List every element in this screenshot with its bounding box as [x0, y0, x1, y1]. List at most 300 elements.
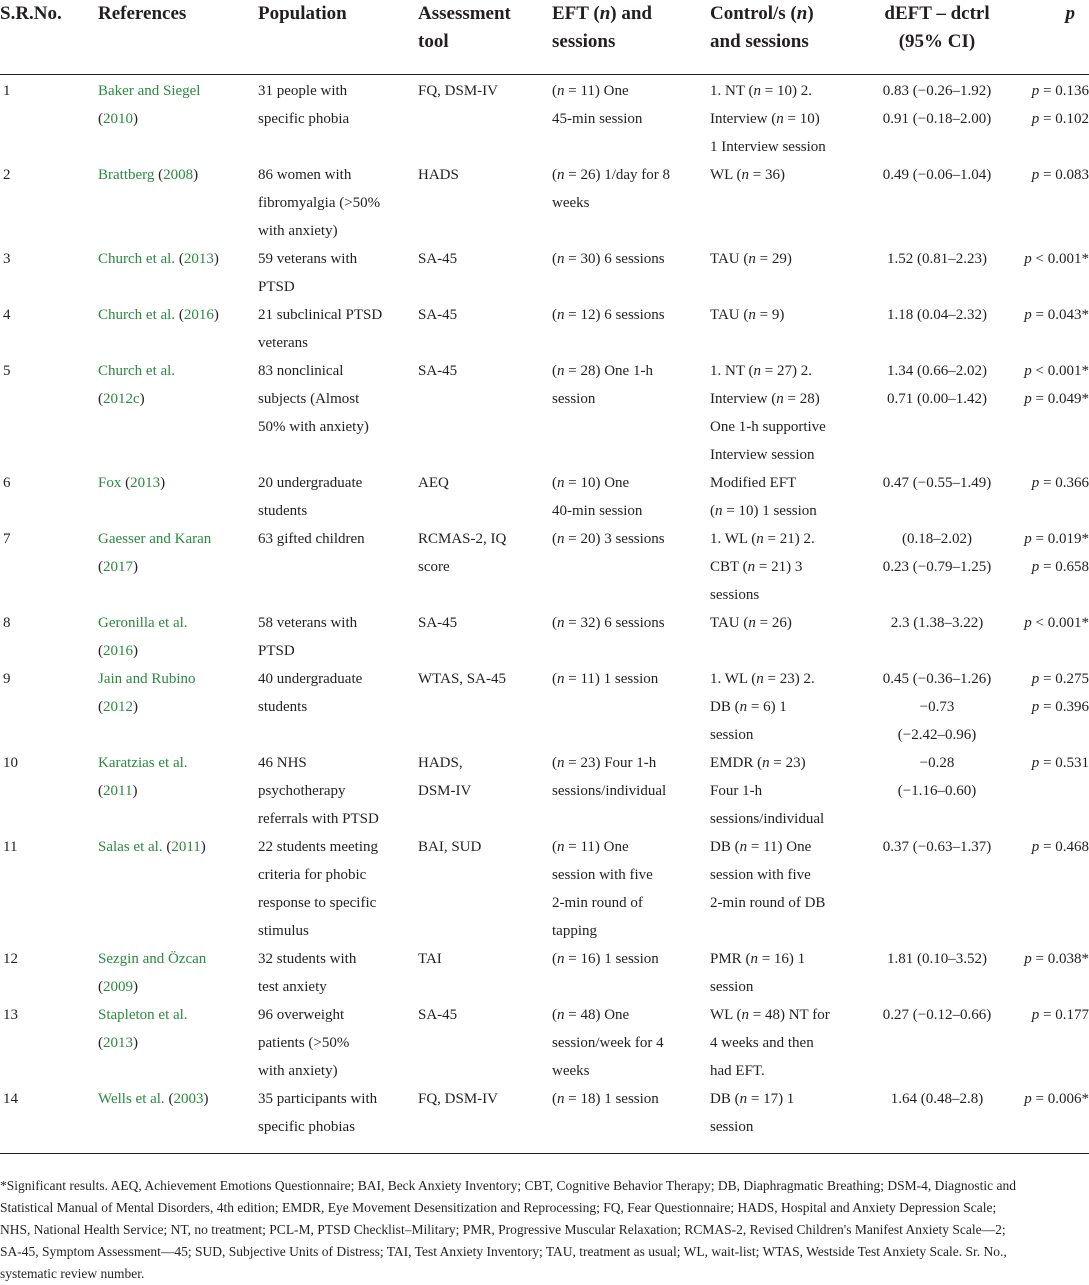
cell-line: Modified EFT — [710, 475, 797, 491]
cell-line: sessions/individual — [710, 811, 825, 827]
cell-line: 0.37 (−0.63–1.37) — [882, 839, 992, 855]
cell-sr-no — [0, 749, 98, 833]
cell-line: HADS, — [418, 755, 463, 771]
cell-sr-no — [0, 357, 98, 469]
cell-line: DB (n = 11) One — [710, 839, 812, 855]
header-line: and sessions — [710, 31, 809, 52]
cell-sr-no — [0, 609, 98, 665]
header-references — [98, 0, 258, 75]
cell-eft-sessions — [552, 161, 710, 245]
cell-line: (n = 30) 6 sessions — [552, 251, 665, 267]
header-eft-sessions — [552, 0, 710, 75]
cell-control-sessions — [710, 75, 871, 162]
cell-line: 1. WL (n = 21) 2. — [710, 531, 815, 547]
reference-link[interactable]: Wells et al. (2003) — [98, 1091, 209, 1107]
cell-population — [258, 525, 418, 609]
cell-control-sessions — [710, 609, 871, 665]
cell-line: 2-min round of DB — [710, 895, 826, 911]
cell-line: SA-45 — [418, 615, 458, 631]
table-row — [0, 609, 1089, 665]
cell-effect-size — [871, 357, 1003, 469]
header-sr-no — [0, 0, 98, 75]
cell-line: 2 — [3, 167, 11, 183]
cell-line: specific phobia — [258, 111, 350, 127]
table-row — [0, 525, 1089, 609]
cell-reference — [98, 357, 258, 469]
cell-line: stimulus — [258, 923, 309, 939]
cell-sr-no — [0, 525, 98, 609]
cell-line: session — [710, 727, 754, 743]
reference-link[interactable]: Fox (2013) — [98, 475, 166, 491]
cell-line: 1. NT (n = 10) 2. — [710, 83, 812, 99]
cell-eft-sessions — [552, 301, 710, 357]
cell-line: 46 NHS — [258, 755, 307, 771]
cell-p-value — [1003, 301, 1089, 357]
cell-assessment-tool — [418, 833, 552, 945]
table-row — [0, 1001, 1089, 1085]
cell-line: 58 veterans with — [258, 615, 358, 631]
reference-link[interactable]: Geronilla et al. — [98, 615, 188, 631]
cell-control-sessions — [710, 665, 871, 749]
cell-effect-size — [871, 1001, 1003, 1085]
cell-line: PTSD — [258, 279, 295, 295]
cell-line: response to specific — [258, 895, 377, 911]
header-p-value — [1003, 0, 1089, 75]
cell-line: psychotherapy — [258, 783, 346, 799]
cell-line: 40 undergraduate — [258, 671, 363, 687]
cell-line: 35 participants with — [258, 1091, 378, 1107]
cell-line: TAU (n = 9) — [710, 307, 785, 323]
cell-line: DSM-IV — [418, 783, 472, 799]
cell-line: 86 women with — [258, 167, 352, 183]
cell-line: 0.45 (−0.36–1.26) — [882, 671, 992, 687]
cell-sr-no — [0, 469, 98, 525]
cell-assessment-tool — [418, 301, 552, 357]
cell-reference — [98, 749, 258, 833]
cell-line: 31 people with — [258, 83, 348, 99]
cell-line: TAU (n = 26) — [710, 615, 792, 631]
cell-line: (n = 11) 1 session — [552, 671, 659, 687]
cell-line: 1.34 (0.66–2.02) — [887, 363, 987, 379]
cell-line: (0.18–2.02) — [902, 531, 972, 547]
cell-line: 0.27 (−0.12–0.66) — [882, 1007, 992, 1023]
table-row — [0, 665, 1089, 749]
cell-sr-no — [0, 245, 98, 301]
cell-line: One 1-h supportive — [710, 419, 826, 435]
cell-line: 45-min session — [552, 111, 643, 127]
cell-p-value — [1003, 749, 1089, 833]
cell-sr-no — [0, 301, 98, 357]
cell-line: p = 0.049* — [1024, 391, 1089, 407]
reference-link[interactable]: Brattberg (2008) — [98, 167, 199, 183]
cell-effect-size — [871, 665, 1003, 749]
cell-assessment-tool — [418, 609, 552, 665]
cell-line: 0.83 (−0.26–1.92) — [882, 83, 992, 99]
cell-line: PTSD — [258, 643, 295, 659]
cell-eft-sessions — [552, 749, 710, 833]
cell-line: SA-45 — [418, 363, 458, 379]
cell-line: p = 0.083 — [1031, 167, 1089, 183]
header-line: Assessment — [418, 3, 511, 24]
cell-line: p = 0.658 — [1031, 559, 1089, 575]
cell-line: SA-45 — [418, 251, 458, 267]
cell-line: EMDR (n = 23) — [710, 755, 806, 771]
cell-line: criteria for phobic — [258, 867, 367, 883]
cell-reference — [98, 245, 258, 301]
cell-p-value — [1003, 665, 1089, 749]
cell-eft-sessions — [552, 945, 710, 1001]
cell-line: 1.81 (0.10–3.52) — [887, 951, 987, 967]
cell-line: (n = 11) One — [552, 83, 629, 99]
cell-line: 59 veterans with — [258, 251, 358, 267]
cell-line: 4 — [3, 307, 11, 323]
cell-line: 40-min session — [552, 503, 643, 519]
table-body — [0, 75, 1089, 1154]
cell-line: p = 0.136 — [1031, 83, 1089, 99]
table-row — [0, 161, 1089, 245]
cell-line: Four 1-h — [710, 783, 763, 799]
header-line: Control/s (n) — [710, 3, 814, 24]
cell-assessment-tool — [418, 245, 552, 301]
cell-control-sessions — [710, 301, 871, 357]
cell-line: session — [710, 1119, 754, 1135]
table-row — [0, 75, 1089, 162]
cell-line: FQ, DSM-IV — [418, 1091, 499, 1107]
cell-p-value — [1003, 1001, 1089, 1085]
cell-population — [258, 945, 418, 1001]
cell-line: session — [552, 391, 596, 407]
cell-line: 4 weeks and then — [710, 1035, 814, 1051]
table-row — [0, 1085, 1089, 1154]
cell-assessment-tool — [418, 749, 552, 833]
cell-eft-sessions — [552, 525, 710, 609]
cell-line: 11 — [3, 839, 18, 855]
cell-line: p = 0.275 — [1031, 671, 1089, 687]
cell-population — [258, 1085, 418, 1154]
header-line: (95% CI) — [898, 31, 976, 52]
cell-line: p < 0.001* — [1024, 251, 1089, 267]
cell-line: weeks — [552, 1063, 590, 1079]
cell-line: p = 0.102 — [1031, 111, 1089, 127]
header-control-sessions — [710, 0, 871, 75]
cell-line: (n = 32) 6 sessions — [552, 615, 665, 631]
cell-p-value — [1003, 945, 1089, 1001]
reference-link[interactable]: (2013) — [98, 1035, 138, 1051]
cell-line: 12 — [3, 951, 18, 967]
cell-line: 0.71 (0.00–1.42) — [887, 391, 987, 407]
cell-sr-no — [0, 75, 98, 162]
cell-line: (n = 18) 1 session — [552, 1091, 659, 1107]
cell-line: (n = 10) One — [552, 475, 630, 491]
cell-p-value — [1003, 75, 1089, 162]
cell-sr-no — [0, 1085, 98, 1154]
header-line: dEFT – dctrl — [884, 3, 990, 24]
cell-line: 5 — [3, 363, 11, 379]
cell-effect-size — [871, 945, 1003, 1001]
cell-effect-size — [871, 525, 1003, 609]
cell-line: session — [710, 979, 754, 995]
table-footnote — [0, 1175, 1085, 1285]
cell-assessment-tool — [418, 357, 552, 469]
reference-link[interactable]: Baker and Siegel — [98, 83, 201, 99]
cell-assessment-tool — [418, 1085, 552, 1154]
cell-sr-no — [0, 945, 98, 1001]
footnote-line: SA-45, Symptom Assessment—45; SUD, Subjective Units of Distress; TAI, Test Anxiety Inventory; TAU, treatment as usual; WL, wait-list; WTAS, Westside Test Anxiety Scale. Sr. No., — [0, 1244, 1007, 1259]
cell-effect-size — [871, 609, 1003, 665]
cell-effect-size — [871, 1085, 1003, 1154]
reference-link[interactable]: (2017) — [98, 559, 138, 575]
table-row — [0, 357, 1089, 469]
cell-line: 32 students with — [258, 951, 357, 967]
reference-link[interactable]: Jain and Rubino — [98, 671, 196, 687]
cell-line: 1.18 (0.04–2.32) — [887, 307, 987, 323]
table-row — [0, 245, 1089, 301]
reference-link[interactable]: Salas et al. (2011) — [98, 839, 206, 855]
reference-link[interactable]: (2009) — [98, 979, 138, 995]
cell-line: −0.28 — [919, 755, 955, 771]
reference-link[interactable]: Sezgin and Özcan — [98, 951, 207, 967]
reference-link[interactable]: Gaesser and Karan — [98, 531, 212, 547]
cell-line: sessions/individual — [552, 783, 667, 799]
cell-sr-no — [0, 161, 98, 245]
cell-sr-no — [0, 1001, 98, 1085]
reference-link[interactable]: Church et al. (2013) — [98, 251, 219, 267]
cell-line: (−2.42–0.96) — [897, 727, 977, 743]
cell-reference — [98, 469, 258, 525]
footnote-line: NHS, National Health Service; NT, no treatment; PCL-M, PTSD Checklist–Military; PMR, Progressive Muscular Relaxation; RCMAS-2, Revised Children's Manifest Anxiety Scale—2; — [0, 1222, 1006, 1237]
cell-line: Interview (n = 10) — [710, 111, 820, 127]
cell-control-sessions — [710, 945, 871, 1001]
cell-effect-size — [871, 469, 1003, 525]
cell-p-value — [1003, 833, 1089, 945]
cell-population — [258, 357, 418, 469]
cell-eft-sessions — [552, 245, 710, 301]
cell-line: SA-45 — [418, 307, 458, 323]
footnote-line: *Significant results. AEQ, Achievement Emotions Questionnaire; BAI, Beck Anxiety Inventory; CBT, Cognitive Behavior Therapy; DB, Diaphragmatic Breathing; DSM-4, Diagnostic and — [0, 1178, 1016, 1193]
cell-p-value — [1003, 525, 1089, 609]
footnote-line: Statistical Manual of Mental Disorders, 4th edition; EMDR, Eye Movement Desensitization and Reprocessing; FQ, Fear Questionnaire; HADS, Hospital and Anxiety Depression Scale; — [0, 1200, 997, 1215]
cell-reference — [98, 833, 258, 945]
cell-assessment-tool — [418, 469, 552, 525]
reference-link[interactable]: Church et al. (2016) — [98, 307, 219, 323]
reference-link[interactable]: (2010) — [98, 111, 138, 127]
cell-line: DB (n = 6) 1 — [710, 699, 787, 715]
cell-line: score — [418, 559, 450, 575]
table-row — [0, 301, 1089, 357]
cell-line: p < 0.001* — [1024, 615, 1089, 631]
cell-line: TAU (n = 29) — [710, 251, 792, 267]
cell-population — [258, 665, 418, 749]
cell-assessment-tool — [418, 945, 552, 1001]
cell-line: (n = 26) 1/day for 8 — [552, 167, 671, 183]
cell-population — [258, 1001, 418, 1085]
cell-eft-sessions — [552, 75, 710, 162]
cell-reference — [98, 301, 258, 357]
cell-line: 14 — [3, 1091, 18, 1107]
cell-line: DB (n = 17) 1 — [710, 1091, 795, 1107]
cell-line: WL (n = 36) — [710, 167, 785, 183]
cell-population — [258, 75, 418, 162]
cell-line: p = 0.468 — [1031, 839, 1089, 855]
cell-line: 10 — [3, 755, 18, 771]
cell-line: students — [258, 503, 308, 519]
cell-line: with anxiety) — [258, 1063, 338, 1079]
cell-effect-size — [871, 75, 1003, 162]
cell-line: p = 0.006* — [1024, 1091, 1089, 1107]
cell-sr-no — [0, 833, 98, 945]
cell-reference — [98, 665, 258, 749]
cell-line: 6 — [3, 475, 11, 491]
cell-line: 13 — [3, 1007, 18, 1023]
reference-link[interactable]: (2012) — [98, 699, 138, 715]
cell-line: (n = 48) One — [552, 1007, 630, 1023]
cell-line: (n = 23) Four 1-h — [552, 755, 657, 771]
cell-line: had EFT. — [710, 1063, 765, 1079]
cell-line: 0.49 (−0.06–1.04) — [882, 167, 992, 183]
cell-line: TAI — [418, 951, 442, 967]
cell-line: 8 — [3, 615, 11, 631]
cell-line: subjects (Almost — [258, 391, 360, 407]
cell-line: (n = 11) One — [552, 839, 629, 855]
cell-line: weeks — [552, 195, 590, 211]
cell-eft-sessions — [552, 1085, 710, 1154]
cell-line: 2.3 (1.38–3.22) — [890, 615, 984, 631]
reference-link[interactable]: (2016) — [98, 643, 138, 659]
cell-line: AEQ — [418, 475, 449, 491]
cell-population — [258, 469, 418, 525]
cell-sr-no — [0, 665, 98, 749]
cell-reference — [98, 945, 258, 1001]
table-row — [0, 833, 1089, 945]
cell-control-sessions — [710, 1001, 871, 1085]
cell-assessment-tool — [418, 665, 552, 749]
table-row — [0, 749, 1089, 833]
cell-line: CBT (n = 21) 3 — [710, 559, 803, 575]
cell-line: with anxiety) — [258, 223, 338, 239]
cell-population — [258, 301, 418, 357]
cell-line: 1.64 (0.48–2.8) — [890, 1091, 984, 1107]
cell-effect-size — [871, 749, 1003, 833]
cell-line: test anxiety — [258, 979, 327, 995]
cell-control-sessions — [710, 245, 871, 301]
reference-link[interactable]: Karatzias et al. — [98, 755, 188, 771]
cell-line: (n = 28) One 1-h — [552, 363, 653, 379]
cell-reference — [98, 609, 258, 665]
cell-line: 0.47 (−0.55–1.49) — [882, 475, 992, 491]
cell-p-value — [1003, 1085, 1089, 1154]
cell-line: 7 — [3, 531, 11, 547]
cell-line: WTAS, SA-45 — [418, 671, 506, 687]
cell-line: session/week for 4 — [552, 1035, 664, 1051]
cell-line: p = 0.038* — [1024, 951, 1089, 967]
cell-line: p < 0.001* — [1024, 363, 1089, 379]
cell-p-value — [1003, 245, 1089, 301]
cell-effect-size — [871, 245, 1003, 301]
cell-line: Interview session — [710, 447, 815, 463]
header-population — [258, 0, 418, 75]
cell-population — [258, 833, 418, 945]
cell-line: 9 — [3, 671, 11, 687]
cell-eft-sessions — [552, 665, 710, 749]
cell-line: BAI, SUD — [418, 839, 482, 855]
cell-line: 83 nonclinical — [258, 363, 344, 379]
cell-line: patients (>50% — [258, 1035, 350, 1051]
cell-line: 21 subclinical PTSD — [258, 307, 383, 323]
cell-line: (n = 16) 1 session — [552, 951, 659, 967]
cell-line: p = 0.531 — [1031, 755, 1089, 771]
header-line: S.R.No. — [0, 3, 62, 24]
cell-reference — [98, 1001, 258, 1085]
reference-link[interactable]: (2012c) — [98, 391, 145, 407]
header-effect-size — [871, 0, 1003, 75]
cell-line: FQ, DSM-IV — [418, 83, 499, 99]
cell-line: specific phobias — [258, 1119, 356, 1135]
cell-eft-sessions — [552, 609, 710, 665]
cell-line: (n = 20) 3 sessions — [552, 531, 665, 547]
cell-control-sessions — [710, 525, 871, 609]
cell-p-value — [1003, 161, 1089, 245]
cell-assessment-tool — [418, 75, 552, 162]
cell-assessment-tool — [418, 1001, 552, 1085]
cell-line: session with five — [552, 867, 653, 883]
cell-line: fibromyalgia (>50% — [258, 195, 381, 211]
cell-p-value — [1003, 469, 1089, 525]
reference-link[interactable]: Church et al. — [98, 363, 176, 379]
cell-control-sessions — [710, 833, 871, 945]
header-line: EFT (n) and — [552, 3, 652, 24]
cell-assessment-tool — [418, 525, 552, 609]
cell-line: (−1.16–0.60) — [897, 783, 977, 799]
table-row — [0, 945, 1089, 1001]
cell-line: Interview (n = 28) — [710, 391, 820, 407]
header-assessment-tool — [418, 0, 552, 75]
header-line: sessions — [552, 31, 616, 52]
cell-line: (n = 12) 6 sessions — [552, 307, 665, 323]
header-line: References — [98, 3, 187, 24]
cell-line: −0.73 — [919, 699, 955, 715]
cell-line: 0.91 (−0.18–2.00) — [882, 111, 992, 127]
cell-line: (n = 10) 1 session — [710, 503, 817, 519]
header-line: Population — [258, 3, 347, 24]
cell-p-value — [1003, 609, 1089, 665]
cell-line: 22 students meeting — [258, 839, 378, 855]
cell-line: 3 — [3, 251, 11, 267]
cell-line: sessions — [710, 587, 760, 603]
reference-link[interactable]: Stapleton et al. — [98, 1007, 188, 1023]
cell-line: p = 0.396 — [1031, 699, 1089, 715]
cell-line: 50% with anxiety) — [258, 419, 369, 435]
cell-line: RCMAS-2, IQ — [418, 531, 507, 547]
cell-line: PMR (n = 16) 1 — [710, 951, 806, 967]
cell-population — [258, 609, 418, 665]
cell-assessment-tool — [418, 161, 552, 245]
cell-control-sessions — [710, 161, 871, 245]
cell-line: p = 0.366 — [1031, 475, 1089, 491]
cell-reference — [98, 525, 258, 609]
table-header — [0, 0, 1089, 75]
cell-p-value — [1003, 357, 1089, 469]
cell-line: 1. NT (n = 27) 2. — [710, 363, 812, 379]
cell-population — [258, 749, 418, 833]
cell-line: referrals with PTSD — [258, 811, 379, 827]
cell-effect-size — [871, 833, 1003, 945]
cell-control-sessions — [710, 357, 871, 469]
cell-line: 20 undergraduate — [258, 475, 363, 491]
reference-link[interactable]: (2011) — [98, 783, 138, 799]
cell-line: 1. WL (n = 23) 2. — [710, 671, 815, 687]
cell-line: HADS — [418, 167, 459, 183]
cell-reference — [98, 161, 258, 245]
